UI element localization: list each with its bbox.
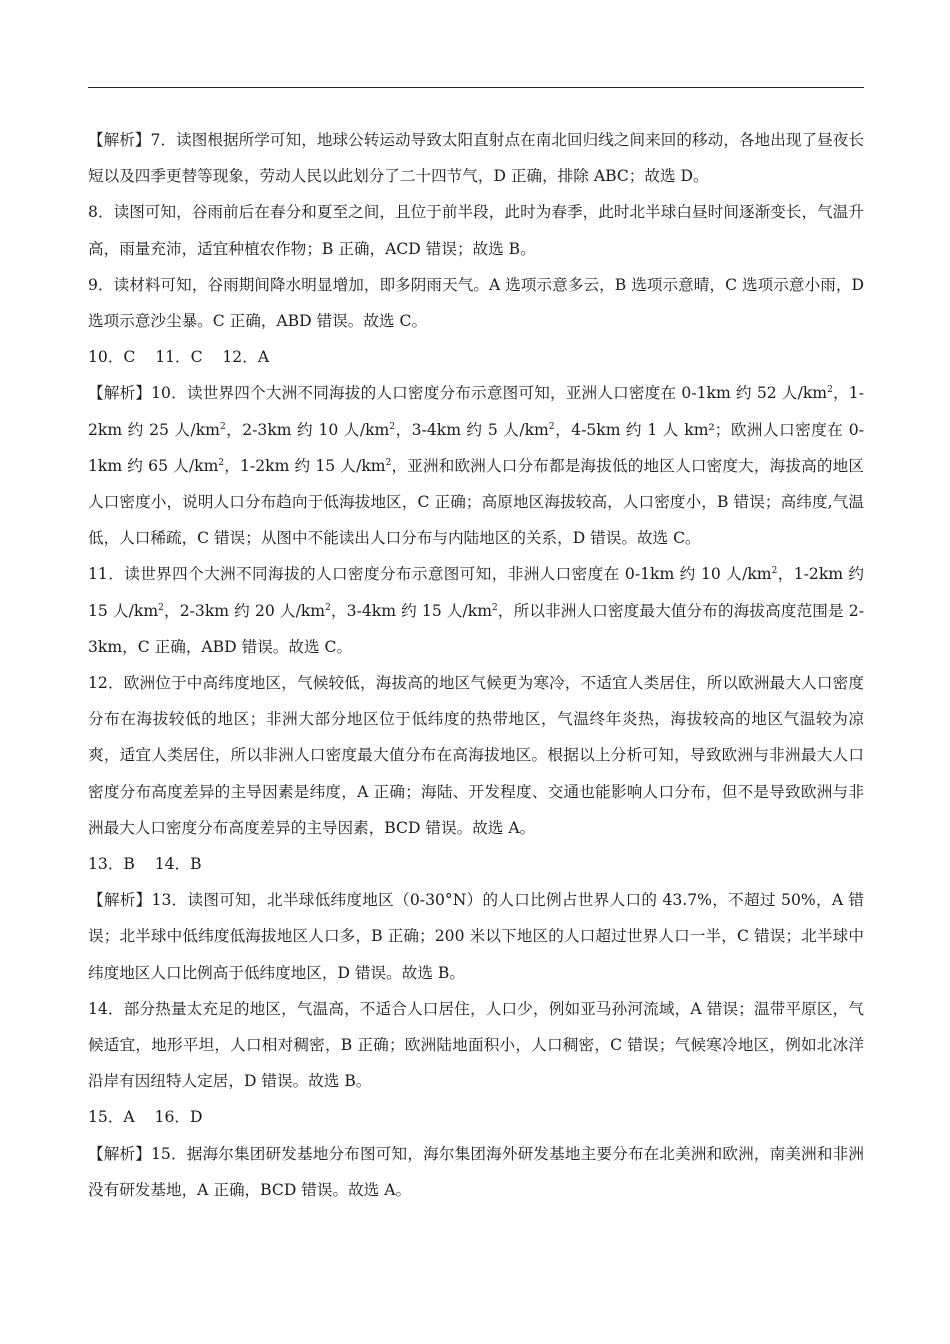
answer-line-13-14: 13．B 14．B xyxy=(88,855,202,874)
answer-line-10-12: 10．C 11．C 12．A xyxy=(88,348,270,367)
paragraph-q11: 11．读世界四个大洲不同海拔的人口密度分布示意图可知，非洲人口密度在 0-1km 约 10 人$/km^2$，1-2km 约 15 人$/km^2$，2-3km 约 20 人$/km^2$，3-4km 约 15 人$/km^2$，所以非洲人口密度最大值分布的海拔高度范围是 2-3km，C 正确，ABD 错误。故选 C。 xyxy=(88,565,864,656)
answer-analysis-body xyxy=(88,122,864,1208)
paragraph-q8: 8．读图可知，谷雨前后在春分和夏至之间，且位于前半段，此时为春季，此时北半球白昼时间逐渐变长，气温升高，雨量充沛，适宜种植农作物；B 正确，ACD 错误；故选 B。 xyxy=(88,203,864,258)
paragraph-q15: 【解析】15．据海尔集团研发基地分布图可知，海尔集团海外研发基地主要分布在北美洲和欧洲，南美洲和非洲没有研发基地，A 正确，BCD 错误。故选 A。 xyxy=(88,1144,864,1199)
paragraph-q13: 【解析】13．读图可知，北半球低纬度地区（0-30°N）的人口比例占世界人口的 43.7%，不超过 50%，A 错误；北半球中低纬度低海拔地区人口多，B 正确；200 米以下地区的人口超过世界人口一半，C 错误；北半球中纬度地区人口比例高于低纬度地区，D 错误。故选 B。 xyxy=(88,891,864,982)
answer-line-15-16: 15．A 16．D xyxy=(88,1108,203,1127)
header-rule xyxy=(88,87,864,88)
paragraph-q9: 9．读材料可知，谷雨期间降水明显增加，即多阴雨天气。A 选项示意多云，B 选项示意晴，C 选项示意小雨，D 选项示意沙尘暴。C 正确，ABD 错误。故选 C。 xyxy=(88,275,864,331)
paragraph-q10: 【解析】10．读世界四个大洲不同海拔的人口密度分布示意图可知，亚洲人口密度在 0-1km 约 52 人$/km^2$，1-2km 约 25 人$/km^2$，2-3km 约 10 人$/km^2$，3-4km 约 5 人$/km^2$，4-5km 约 1 人 km²；欧洲人口密度在 0-1km 约 65 人$/km^2$，1-2km 约 15 人$/km^2$，亚洲和欧洲人口分布都是海拔低的地区人口密度大，海拔高的地区人口密度小，说明人口分布趋向于低海拔地区，C 正确；高原地区海拔较高，人口密度小，B 错误；高纬度,气温低，人口稀疏，C 错误；从图中不能读出人口分布与内陆地区的关系，D 错误。故选 C。 xyxy=(88,384,864,548)
paragraph-q14: 14．部分热量太充足的地区，气温高，不适合人口居住，人口少，例如亚马孙河流域，A 错误；温带平原区，气候适宜，地形平坦，人口相对稠密，B 正确；欧洲陆地面积小，人口稠密，C 错误；气候寒冷地区，例如北冰洋沿岸有因纽特人定居，D 错误。故选 B。 xyxy=(88,999,864,1091)
paragraph-q7: 【解析】7．读图根据所学可知，地球公转运动导致太阳直射点在南北回归线之间来回的移动，各地出现了昼夜长短以及四季更替等现象，劳动人民以此划分了二十四节气，D 正确，排除 ABC；故选 D。 xyxy=(88,131,864,186)
paragraph-q12: 12．欧洲位于中高纬度地区，气候较低，海拔高的地区气候更为寒冷，不适宜人类居住，所以欧洲最大人口密度分布在海拔较低的地区；非洲大部分地区位于低纬度的热带地区，气温终年炎热，海拔较高的地区气温较为凉爽，适宜人类居住，所以非洲人口密度最大值分布在高海拔地区。根据以上分析可知，导致欧洲与非洲最大人口密度分布高度差异的主导因素是纬度，A 正确；海陆、开发程度、交通也能影响人口分布，但不是导致欧洲与非洲最大人口密度分布高度差异的主导因素，BCD 错误。故选 A。 xyxy=(88,674,864,837)
